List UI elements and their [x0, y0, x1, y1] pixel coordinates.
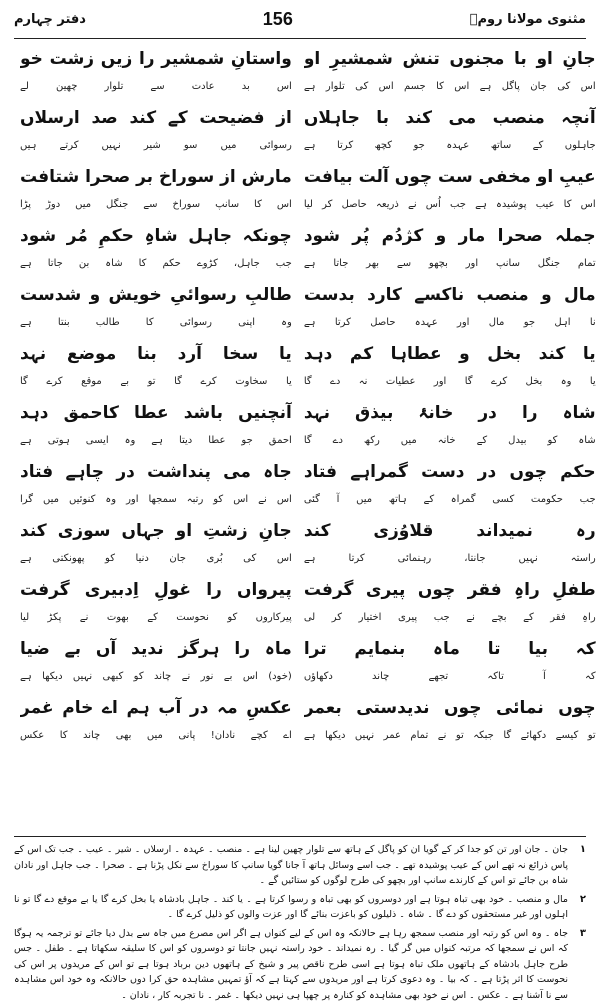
page-number: 156	[263, 9, 293, 30]
persian-verse: یا کند بخل و عطاہا کم دہد	[304, 339, 596, 369]
couplet	[20, 398, 292, 457]
right-column	[298, 44, 600, 832]
footnote-divider	[14, 836, 586, 837]
couplet	[304, 280, 596, 339]
persian-verse: آنچنیں باشد عطا کاحمق دہد	[20, 398, 292, 428]
footnotes	[14, 842, 586, 989]
urdu-translation: یا وہ بخل کرے گا اور عطیات نہ دے گا	[304, 369, 596, 395]
couplet	[20, 221, 292, 280]
footnote-text: مال و منصب ۔ خود بھی تباہ ہوتا ہے اور دوسروں کو بھی تباہ و رسوا کرتا ہے ۔ یا کند ۔ جاہل بادشاہ یا بخل کرے گا یا بے موقع دے گا تو نا اہلوں اور غیر مستحقوں کو دے گا ۔ شاہ ۔ ذلیلوں کو باعزت بنائے گا اور عزت والوں کو ذلیل کرے گا ۔	[14, 892, 568, 923]
couplet	[304, 693, 596, 752]
urdu-translation: تو کیسے دکھائے گا جبکہ تو نے تمام عمر نہیں دیکھا ہے	[304, 723, 596, 749]
urdu-translation: نا اہل جو مال اور عہدہ حاصل کرتا ہے	[304, 310, 596, 336]
urdu-translation: جب حکومت کسی گمراہ کے ہاتھ میں آ گئی	[304, 487, 596, 513]
couplet	[304, 103, 596, 162]
couplet	[20, 575, 292, 634]
persian-verse: طالبِ رسوائیِ خویش و شدست	[20, 280, 292, 310]
persian-verse: پیرواں را غولِ اِدبیری گرفت	[20, 575, 292, 605]
urdu-translation: شاہ کو بیدل کے خانہ میں رکھ دے گا	[304, 428, 596, 454]
persian-verse: طفلِ راہِ فقر چوں پیری گرفت	[304, 575, 596, 605]
urdu-translation: احمق جو عطا دیتا ہے وہ ایسی ہوتی ہے	[20, 428, 292, 454]
couplet	[304, 162, 596, 221]
section-title: دفتر چہارم	[14, 12, 86, 27]
book-title: مثنوی مولانا رومؒ	[470, 12, 586, 27]
persian-verse: جاہ می پنداشت در چاہے فتاد	[20, 457, 292, 487]
couplet	[304, 575, 596, 634]
verse-columns	[14, 44, 586, 832]
urdu-translation: رسوائی میں سو شیر نہیں کرتے ہیں	[20, 133, 292, 159]
couplet	[304, 44, 596, 103]
footnote	[14, 926, 586, 1003]
persian-verse: چوں نمائی چوں ندیدستی بعمر	[304, 693, 596, 723]
urdu-translation: راہِ فقر کے بچے نے جب پیری اختیار کر لی	[304, 605, 596, 631]
couplet	[20, 103, 292, 162]
footnote	[14, 892, 586, 923]
couplet	[304, 516, 596, 575]
couplet	[304, 398, 596, 457]
couplet	[304, 339, 596, 398]
couplet	[20, 280, 292, 339]
urdu-translation: وہ اپنی رسوائی کا طالب بنتا ہے	[20, 310, 292, 336]
urdu-translation: اس بد عادت سے تلوار چھین لے	[20, 74, 292, 100]
urdu-translation: اس نے اس کو رتبہ سمجھا اور وہ کنوئیں میں گرا	[20, 487, 292, 513]
persian-verse: عیبِ او مخفی ست چوں آلت بیافت	[304, 162, 596, 192]
couplet	[20, 339, 292, 398]
persian-verse: آنچہ منصب می کند با جاہلاں	[304, 103, 596, 133]
persian-verse: مال و منصب ناکسے کارد بدست	[304, 280, 596, 310]
persian-verse: جانِ زشتِ او جہاں سوزی کند	[20, 516, 292, 546]
persian-verse: کہ بیا تا ماہ بنمایم ترا	[304, 634, 596, 664]
urdu-translation: کہ آ تاکہ تجھے چاند دکھاؤں	[304, 664, 596, 690]
urdu-translation: اس کا عیب پوشیدہ ہے جب اُس نے ذریعہ حاصل کر لیا	[304, 192, 596, 218]
page-header	[14, 0, 586, 39]
persian-verse: واستانِ شمشیر را زیں زشت خو	[20, 44, 292, 74]
urdu-translation: اے کچے نادان! پانی میں بھی چاند کا عکس	[20, 723, 292, 749]
footnote-text: جاہ ۔ وہ اس کو رتبہ اور منصب سمجھ رہا ہے حالانکہ وہ اس کے لیے کنواں ہے اگر اس مصرع میں جاہ سے بدل دیا جائے تو ترجمہ یہ ہوگا کہ اس نے سمجھا کہ مرتبہ کنواں میں گر گیا ۔ رہ نمیداند ۔ خود راستہ نہیں جانتا تو دوسروں کو اس کا سلیقہ سکھاتا ہے ۔ طفل ۔ جس طرح جاہل بادشاہ کے ہاتھوں ملک تباہ ہوتا ہے اسی طرح ناقص پیر و شیخ کے ہاتھوں دین برباد ہوتا ہے تو اس کے مریدوں پر اس کی نحوست کا اثر پڑتا ہے ۔ کہ بیا ۔ وہ دعوی کرتا ہے اور مریدوں سے کہتا ہے کہ آؤ تمہیں مشاہدہ حق کرا دوں حالانکہ وہ خود اس مشاہدہ سے نا آشنا ہے ۔ عکس ۔ اس نے خود بھی مشاہدہ کو کنارہ پر چھپا ہی نہیں دیکھا ۔ غمر ۔ نا تجربہ کار ، نادان ۔	[14, 926, 568, 1003]
footnote-text: جان ۔ جان اور تن کو جدا کر کے گویا ان کو پاگل کے ہاتھ سے تلوار چھین لینا ہے ۔ منصب ۔ عہدہ ۔ ارسلاں ۔ شیر ۔ عیب ۔ جب تک اس کے پاس ذرائع نہ تھے اس کے عیب پوشیدہ تھے ۔ جب اسے وسائل ہاتھ آ جانا گویا سانپ کا سوراخ سے نکل پڑنا ہے ۔ صحرا ۔ جب جاہل اور نادان شاہ بن جائے تو اس کے کارندے سانپ اور بچھو کی طرح لوگوں کو ستائیں گے ۔	[14, 842, 568, 889]
urdu-translation: اس کا سانپ سوراخ سے جنگل میں دوڑ پڑا	[20, 192, 292, 218]
couplet	[20, 457, 292, 516]
urdu-translation: یا سخاوت کرے گا تو بے موقع کرے گا	[20, 369, 292, 395]
left-column	[14, 44, 298, 832]
persian-verse: ماہ را ہرگز ندید آں بے ضیا	[20, 634, 292, 664]
persian-verse: حکم چوں در دست گمراہے فتاد	[304, 457, 596, 487]
persian-verse: جانِ او با مجنوں تنش شمشیرِ او	[304, 44, 596, 74]
persian-verse: شاہ را در خانۂ بیذق نہد	[304, 398, 596, 428]
couplet	[20, 162, 292, 221]
persian-verse: مارش از سوراخ بر صحرا شتافت	[20, 162, 292, 192]
urdu-translation: جب جاہل، کڑوے حکم کا شاہ بن جاتا ہے	[20, 251, 292, 277]
persian-verse: عکسِ مہ در آب ہم اے خام غمر	[20, 693, 292, 723]
couplet	[20, 634, 292, 693]
couplet	[20, 693, 292, 752]
urdu-translation: راستہ نہیں جانتا، رہنمائی کرتا ہے	[304, 546, 596, 572]
footnote-number: ۲	[568, 892, 586, 923]
urdu-translation: اس کی جان پاگل ہے اس کا جسم اس کی تلوار ہے	[304, 74, 596, 100]
persian-verse: یا سخا آرد بنا موضع نہد	[20, 339, 292, 369]
footnote	[14, 842, 586, 889]
couplet	[20, 44, 292, 103]
persian-verse: جملہ صحرا مار و کژدُم پُر شود	[304, 221, 596, 251]
urdu-translation: پیرکاروں کو نحوست کے بھوت نے پکڑ لیا	[20, 605, 292, 631]
persian-verse: از فضیحت کے کند صد ارسلاں	[20, 103, 292, 133]
footnote-number: ۱	[568, 842, 586, 889]
couplet	[304, 457, 596, 516]
urdu-translation: تمام جنگل سانپ اور بچھو سے بھر جاتا ہے	[304, 251, 596, 277]
urdu-translation: جاہلوں کے ساتھ عہدہ جو کچھ کرتا ہے	[304, 133, 596, 159]
couplet	[304, 634, 596, 693]
couplet	[304, 221, 596, 280]
persian-verse: رہ نمیداند قلاوُزی کند	[304, 516, 596, 546]
urdu-translation: اس کی بُری جان دنیا کو پھونکتی ہے	[20, 546, 292, 572]
persian-verse: چونکہ جاہل شاہِ حکمِ مُر شود	[20, 221, 292, 251]
urdu-translation: (خود) اس بے نور نے چاند کو کبھی نہیں دیکھا ہے	[20, 664, 292, 690]
footnote-number: ۳	[568, 926, 586, 1003]
couplet	[20, 516, 292, 575]
